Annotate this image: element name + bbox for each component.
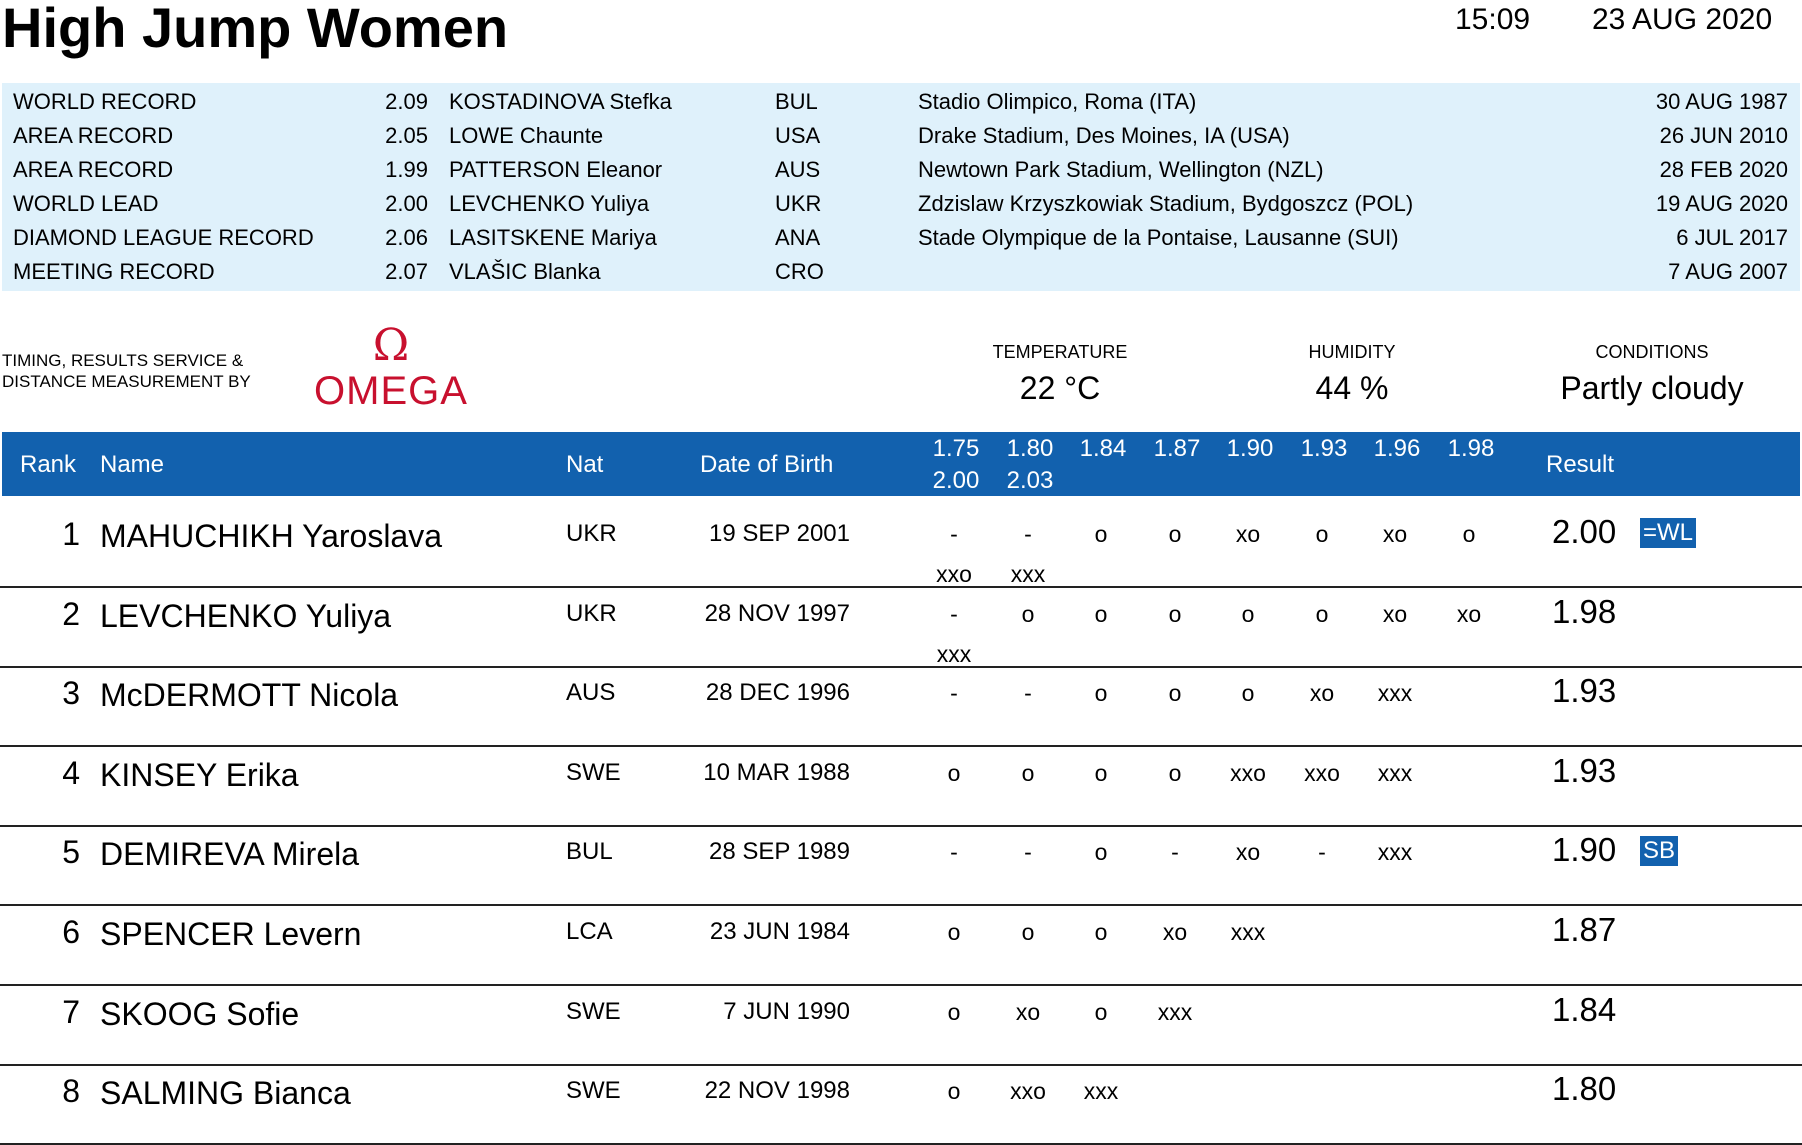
attempt-cell: o (1168, 600, 1182, 627)
height-header: 1.87 (1153, 435, 1201, 462)
table-row (0, 745, 1802, 827)
athlete-dob: 28 SEP 1989 (708, 838, 850, 866)
athlete-name: KINSEY Erika (100, 756, 299, 793)
attempt-cell: - (1024, 521, 1032, 547)
athlete-nat: AUS (566, 679, 616, 707)
athlete-rank: 3 (62, 675, 80, 712)
record-holder: LOWE Chaunte (449, 123, 604, 148)
table-row (0, 984, 1802, 1066)
attempt-cell: o (1021, 919, 1035, 945)
record-nat: CRO (775, 259, 824, 284)
attempt-cell: o (947, 919, 961, 945)
athlete-name: SKOOG Sofie (100, 995, 300, 1032)
attempt-cell: xo (1382, 600, 1408, 627)
attempt-cell: - (950, 521, 958, 547)
athlete-dob: 28 NOV 1997 (704, 599, 850, 627)
attempt-cell: xo (1309, 680, 1335, 707)
record-nat: AUS (775, 157, 821, 182)
record-row (2, 119, 1800, 153)
athlete-result: 2.00 (1552, 513, 1617, 550)
record-type: WORLD LEAD (13, 191, 159, 216)
humidity-label: HUMIDITY (1308, 342, 1396, 362)
attempt-cell: xxx (1010, 561, 1046, 587)
record-mark: 2.00 (385, 191, 428, 216)
athlete-nat: LCA (566, 918, 613, 945)
record-badge: =WL (1640, 518, 1696, 548)
attempt-cell: o (1094, 759, 1108, 786)
attempt-cell: xo (1382, 521, 1408, 547)
temperature-value: 22 °C (1019, 370, 1101, 406)
athlete-dob: 19 SEP 2001 (708, 520, 850, 547)
athlete-dob: 7 JUN 1990 (723, 997, 850, 1025)
col-dob: Date of Birth (700, 451, 834, 478)
record-venue: Stadio Olimpico, Roma (ITA) (918, 89, 1197, 114)
record-date: 28 FEB 2020 (1659, 157, 1788, 182)
record-row (2, 85, 1800, 119)
record-nat: USA (775, 123, 821, 148)
record-venue: Newtown Park Stadium, Wellington (NZL) (918, 157, 1324, 182)
height-header: 1.80 (1006, 435, 1054, 462)
attempt-cell: o (1021, 759, 1035, 786)
record-mark: 2.09 (385, 89, 428, 114)
attempt-cell: - (950, 839, 958, 866)
attempt-cell: o (1315, 521, 1329, 547)
table-row (0, 665, 1802, 747)
attempt-cell: xxo (1304, 759, 1340, 786)
record-type: DIAMOND LEAGUE RECORD (13, 225, 314, 250)
athlete-dob: 23 JUN 1984 (709, 918, 850, 945)
attempt-cell: xxo (1010, 1078, 1046, 1105)
timing-credit: TIMING, RESULTS SERVICE & DISTANCE MEASUREMENT BY (2, 351, 251, 391)
athlete-rank: 8 (62, 1073, 80, 1110)
table-row (0, 506, 1802, 588)
omega-wordmark: OMEGA (314, 369, 468, 413)
attempt-cell: - (950, 680, 958, 707)
attempt-cell: o (947, 1078, 961, 1105)
table-row (0, 824, 1802, 906)
record-mark: 1.99 (385, 157, 428, 182)
record-mark: 2.05 (385, 123, 428, 148)
athlete-result: 1.90 (1552, 831, 1617, 869)
athlete-rank: 2 (62, 595, 80, 632)
record-venue: Zdzislaw Krzyszkowiak Stadium, Bydgoszcz (POL) (918, 191, 1414, 216)
attempt-cell: xxx (1377, 759, 1413, 786)
attempt-cell: xxx (1230, 919, 1266, 945)
athlete-nat: SWE (566, 1077, 621, 1105)
attempt-cell: xxx (1083, 1078, 1119, 1105)
athlete-nat: UKR (566, 599, 617, 627)
omega-logo (302, 322, 480, 416)
athlete-dob: 10 MAR 1988 (703, 758, 850, 786)
attempt-cell: xxx (1377, 839, 1413, 866)
attempt-cell: o (1021, 600, 1035, 627)
record-row (2, 221, 1800, 255)
athlete-result: 1.93 (1552, 672, 1617, 710)
height-header: 1.96 (1373, 435, 1421, 462)
height-header: 1.84 (1079, 435, 1127, 462)
athlete-result: 1.93 (1552, 751, 1617, 789)
record-holder: KOSTADINOVA Stefka (449, 89, 672, 114)
athlete-name: LEVCHENKO Yuliya (100, 597, 392, 634)
athlete-nat: UKR (566, 520, 617, 547)
col-name: Name (100, 451, 165, 478)
record-mark: 2.07 (385, 259, 428, 284)
attempt-cell: o (1094, 600, 1108, 627)
table-row (0, 904, 1802, 986)
height-header: 1.93 (1300, 435, 1348, 462)
height-header: 1.75 (932, 435, 980, 462)
athlete-rank: 7 (62, 993, 80, 1030)
attempt-cell: xo (1456, 600, 1482, 627)
attempt-cell: - (1024, 839, 1032, 866)
athlete-name: DEMIREVA Mirela (100, 836, 360, 873)
record-nat: BUL (775, 89, 818, 114)
col-rank: Rank (20, 451, 77, 478)
athlete-result: 1.87 (1552, 911, 1617, 948)
attempt-cell: xxx (1157, 998, 1193, 1025)
record-row (2, 153, 1800, 187)
col-nat: Nat (566, 451, 604, 478)
attempt-cell: - (1024, 680, 1032, 707)
attempt-cell: o (947, 998, 961, 1025)
athlete-result: 1.80 (1552, 1070, 1617, 1108)
attempt-cell: o (1241, 600, 1255, 627)
omega-symbol-icon: Ω (372, 320, 410, 371)
attempt-cell: o (1094, 680, 1108, 707)
record-nat: UKR (775, 191, 822, 216)
attempt-cell: - (1318, 839, 1326, 866)
record-mark: 2.06 (385, 225, 428, 250)
attempt-cell: o (1315, 600, 1329, 627)
record-type: AREA RECORD (13, 123, 174, 148)
record-holder: PATTERSON Eleanor (449, 157, 663, 182)
record-badge: SB (1640, 836, 1678, 866)
attempt-cell: xxo (936, 561, 972, 587)
athlete-nat: SWE (566, 758, 621, 786)
attempt-cell: o (1094, 998, 1108, 1025)
record-date: 6 JUL 2017 (1676, 225, 1788, 250)
attempt-cell: xo (1235, 521, 1261, 547)
athlete-rank: 1 (62, 516, 80, 552)
attempt-cell: o (1168, 680, 1182, 707)
attempt-cell: o (1094, 521, 1108, 547)
attempt-cell: o (1168, 521, 1182, 547)
height-header: 1.90 (1226, 435, 1274, 462)
conditions-label: CONDITIONS (1595, 342, 1709, 362)
records-panel (2, 83, 1800, 291)
record-date: 26 JUN 2010 (1659, 123, 1788, 148)
height-header: 2.00 (932, 467, 980, 494)
record-holder: LASITSKENE Mariya (449, 225, 657, 250)
attempt-cell: xo (1015, 998, 1041, 1025)
attempt-cell: o (1462, 521, 1476, 547)
athlete-nat: SWE (566, 997, 621, 1025)
record-holder: VLAŠIC Blanka (449, 259, 601, 284)
attempt-cell: o (1094, 919, 1108, 945)
athlete-result: 1.98 (1552, 592, 1617, 630)
table-row (0, 586, 1802, 668)
attempt-cell: o (947, 759, 961, 786)
temperature-label: TEMPERATURE (992, 342, 1128, 362)
attempt-cell: o (1168, 759, 1182, 786)
attempt-cell: xxx (936, 640, 972, 667)
athlete-result: 1.84 (1552, 990, 1617, 1028)
record-nat: ANA (775, 225, 821, 250)
athlete-name: SALMING Bianca (100, 1075, 351, 1112)
attempt-cell: xxx (1377, 680, 1413, 707)
attempt-cell: - (1171, 839, 1179, 866)
attempt-cell: o (1241, 680, 1255, 707)
attempt-cell: xo (1235, 839, 1261, 866)
athlete-name: MAHUCHIKH Yaroslava (100, 518, 443, 554)
record-date: 30 AUG 1987 (1655, 89, 1788, 114)
athlete-nat: BUL (566, 838, 613, 866)
conditions-value: Partly cloudy (1560, 370, 1744, 406)
record-row (2, 255, 1800, 289)
col-result: Result (1546, 451, 1615, 478)
athlete-dob: 28 DEC 1996 (705, 679, 850, 707)
record-venue: Drake Stadium, Des Moines, IA (USA) (918, 123, 1290, 148)
table-row (0, 1063, 1802, 1145)
attempt-cell: - (950, 600, 958, 627)
attempt-cell: xo (1162, 919, 1188, 945)
attempt-cell: o (1094, 839, 1108, 866)
athlete-dob: 22 NOV 1998 (704, 1077, 850, 1105)
header-time: 15:09 (1455, 3, 1531, 36)
record-type: WORLD RECORD (13, 89, 197, 114)
athlete-rank: 4 (62, 754, 80, 791)
record-date: 19 AUG 2020 (1655, 191, 1788, 216)
results-header (2, 432, 1800, 496)
record-type: AREA RECORD (13, 157, 174, 182)
record-holder: LEVCHENKO Yuliya (449, 191, 650, 216)
athlete-name: McDERMOTT Nicola (100, 677, 399, 714)
athlete-rank: 5 (62, 834, 80, 871)
header-date: 23 AUG 2020 (1592, 3, 1773, 36)
record-row (2, 187, 1800, 221)
record-date: 7 AUG 2007 (1668, 259, 1788, 284)
athlete-rank: 6 (62, 914, 80, 950)
event-title: High Jump Women (2, 0, 509, 59)
humidity-value: 44 % (1315, 370, 1389, 406)
record-venue: Stade Olympique de la Pontaise, Lausanne (SUI) (918, 225, 1399, 250)
height-header: 1.98 (1447, 435, 1495, 462)
height-header: 2.03 (1006, 467, 1054, 494)
athlete-name: SPENCER Levern (100, 916, 362, 952)
record-type: MEETING RECORD (13, 259, 215, 284)
attempt-cell: xxo (1230, 759, 1266, 786)
